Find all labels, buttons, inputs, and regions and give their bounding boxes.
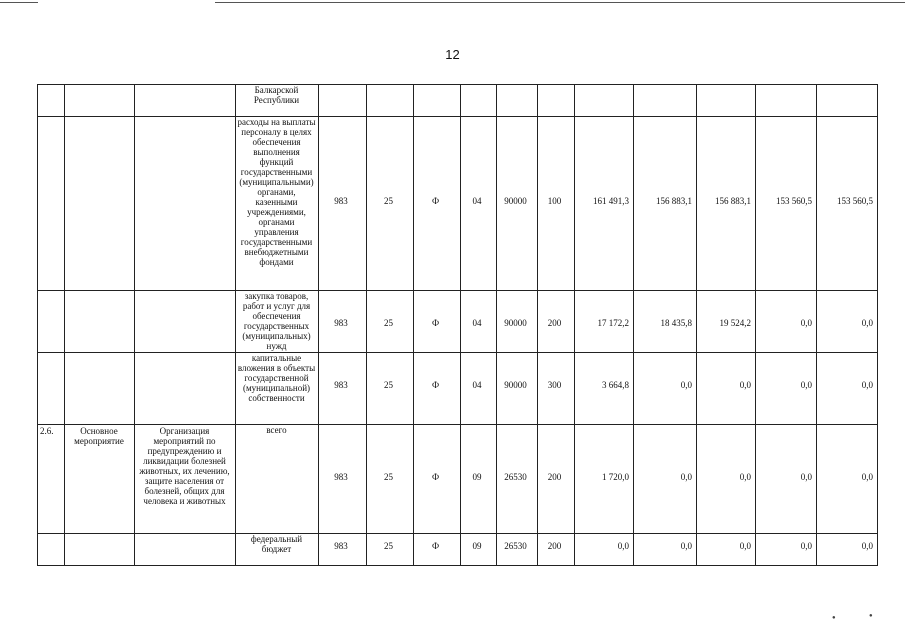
expense-description: Балкарской Республики bbox=[253, 85, 300, 105]
value-year-2: 18 435,8 bbox=[660, 318, 692, 328]
expense-description: федеральный бюджет bbox=[250, 534, 303, 554]
item-number: 2.6. bbox=[40, 426, 54, 436]
program-code: 25 bbox=[384, 472, 393, 482]
expense-type-code: 200 bbox=[547, 472, 562, 482]
expense-type-code: 200 bbox=[547, 318, 562, 328]
expense-type-code: 300 bbox=[547, 380, 562, 390]
value-year-5: 0,0 bbox=[861, 472, 873, 482]
subprogram-code: Ф bbox=[431, 196, 440, 206]
table-column-border bbox=[496, 84, 497, 566]
value-year-1: 17 172,2 bbox=[597, 318, 629, 328]
value-year-3 bbox=[698, 86, 751, 98]
table-column-border bbox=[633, 84, 634, 566]
subprogram-code: Ф bbox=[431, 541, 440, 551]
item-status bbox=[66, 292, 132, 353]
event-code: 04 bbox=[472, 196, 482, 206]
item-status bbox=[66, 118, 132, 291]
table-column-border bbox=[755, 84, 756, 566]
table-column-border bbox=[235, 84, 236, 566]
subprogram-code: Ф bbox=[431, 472, 440, 482]
item-number bbox=[40, 118, 62, 291]
event-name: Организация мероприятий по предупреждению и ликвидации болезней животных, их лечению, защите населения от болезней, общих для человека и животных bbox=[139, 426, 230, 506]
subprogram-code bbox=[415, 86, 456, 98]
item-status bbox=[66, 86, 132, 117]
value-year-1: 3 664,8 bbox=[602, 380, 629, 390]
value-year-3: 0,0 bbox=[739, 472, 751, 482]
value-year-5: 0,0 bbox=[861, 541, 873, 551]
table-column-border bbox=[537, 84, 538, 566]
indicator-code bbox=[320, 86, 362, 98]
table-column-border bbox=[460, 84, 461, 566]
value-year-2: 0,0 bbox=[680, 472, 692, 482]
value-year-5: 0,0 bbox=[861, 380, 873, 390]
item-number bbox=[40, 354, 62, 425]
event-code bbox=[462, 86, 492, 98]
program-code bbox=[368, 86, 409, 98]
value-year-4: 0,0 bbox=[800, 472, 812, 482]
scan-artifact bbox=[215, 2, 905, 3]
table-column-border bbox=[413, 84, 414, 566]
value-year-3: 19 524,2 bbox=[719, 318, 751, 328]
item-status bbox=[66, 535, 132, 566]
value-year-4: 0,0 bbox=[800, 380, 812, 390]
scan-mark: ● bbox=[832, 615, 836, 621]
indicator-code: 983 bbox=[334, 318, 348, 328]
event-name bbox=[136, 86, 233, 117]
indicator-code: 983 bbox=[334, 541, 348, 551]
value-year-5: 0,0 bbox=[861, 318, 873, 328]
expense-type-code: 100 bbox=[547, 196, 562, 206]
event-code: 09 bbox=[472, 472, 482, 482]
subprogram-code: Ф bbox=[431, 380, 440, 390]
value-year-2: 156 883,1 bbox=[656, 196, 692, 206]
item-status: Основное мероприятие bbox=[74, 426, 124, 446]
table-row-border bbox=[37, 84, 878, 85]
table-column-border bbox=[318, 84, 319, 566]
table-column-border bbox=[37, 84, 38, 566]
table-column-border bbox=[134, 84, 135, 566]
value-year-3: 156 883,1 bbox=[715, 196, 751, 206]
expense-type-code: 200 bbox=[547, 541, 562, 551]
value-year-4: 0,0 bbox=[800, 541, 812, 551]
event-code: 04 bbox=[472, 380, 482, 390]
event-name bbox=[136, 354, 233, 425]
expense-description: капитальные вложения в объекты государственной (муниципальной) собственности bbox=[237, 353, 316, 403]
item-number bbox=[40, 292, 62, 353]
page-number: 12 bbox=[445, 47, 460, 62]
value-year-3: 0,0 bbox=[739, 380, 751, 390]
event-name bbox=[136, 118, 233, 291]
value-year-1: 161 491,3 bbox=[593, 196, 629, 206]
direction-code: 90000 bbox=[504, 196, 527, 206]
value-year-3: 0,0 bbox=[739, 541, 751, 551]
value-year-2: 0,0 bbox=[680, 380, 692, 390]
event-code: 09 bbox=[472, 541, 482, 551]
expense-type-code bbox=[539, 86, 570, 98]
expense-description: закупка товаров, работ и услуг для обеспечения государственных (муниципальных) нужд bbox=[242, 291, 311, 351]
table-column-border bbox=[366, 84, 367, 566]
scan-artifact bbox=[0, 2, 38, 3]
value-year-1: 0,0 bbox=[617, 541, 629, 551]
value-year-1 bbox=[576, 86, 629, 98]
value-year-1: 1 720,0 bbox=[602, 472, 629, 482]
event-code: 04 bbox=[472, 318, 482, 328]
item-number bbox=[40, 535, 62, 566]
expense-description: расходы на выплаты персоналу в целях обеспечения выполнения функций государственными (муниципальными) органами, казенными учреждениями, органами управления государственными внебюджетными фондами bbox=[237, 117, 316, 267]
table-column-border bbox=[574, 84, 575, 566]
direction-code bbox=[498, 86, 533, 98]
indicator-code: 983 bbox=[334, 472, 348, 482]
value-year-4 bbox=[757, 86, 812, 98]
direction-code: 26530 bbox=[504, 472, 527, 482]
program-code: 25 bbox=[384, 318, 393, 328]
table-column-border bbox=[64, 84, 65, 566]
event-name bbox=[136, 535, 233, 566]
direction-code: 90000 bbox=[504, 318, 527, 328]
direction-code: 26530 bbox=[504, 541, 527, 551]
program-code: 25 bbox=[384, 380, 393, 390]
direction-code: 90000 bbox=[504, 380, 527, 390]
table-column-border bbox=[696, 84, 697, 566]
expense-description: всего bbox=[266, 425, 287, 435]
item-number bbox=[40, 86, 62, 117]
program-code: 25 bbox=[384, 196, 393, 206]
scan-mark: ● bbox=[869, 613, 873, 619]
indicator-code: 983 bbox=[334, 196, 348, 206]
value-year-4: 153 560,5 bbox=[776, 196, 812, 206]
value-year-5 bbox=[818, 86, 873, 98]
value-year-2 bbox=[635, 86, 692, 98]
indicator-code: 983 bbox=[334, 380, 348, 390]
value-year-4: 0,0 bbox=[800, 318, 812, 328]
subprogram-code: Ф bbox=[431, 318, 440, 328]
event-name bbox=[136, 292, 233, 353]
value-year-5: 153 560,5 bbox=[837, 196, 873, 206]
value-year-2: 0,0 bbox=[680, 541, 692, 551]
item-status bbox=[66, 354, 132, 425]
table-column-border bbox=[816, 84, 817, 566]
program-code: 25 bbox=[384, 541, 393, 551]
table-column-border bbox=[877, 84, 878, 566]
